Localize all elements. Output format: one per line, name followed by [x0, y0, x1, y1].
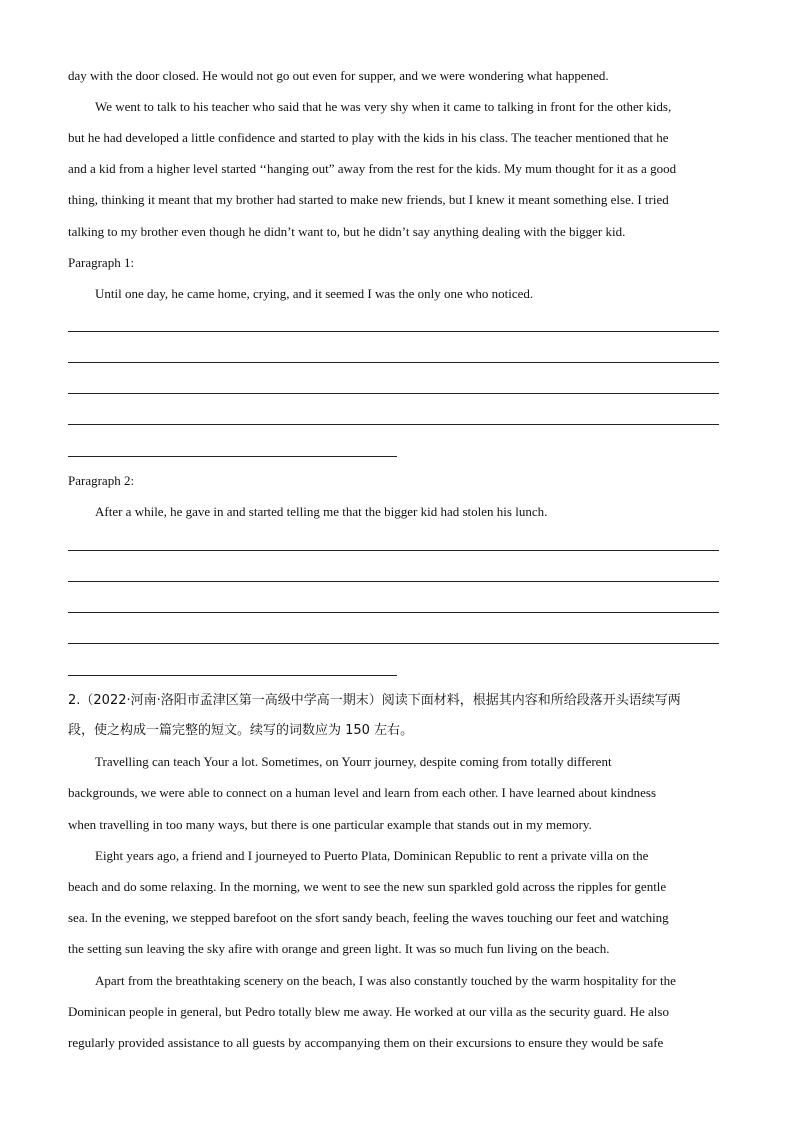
passage2-line: Dominican people in general, but Pedro totally blew me away. He worked at our villa as the security guard. He also	[68, 1004, 669, 1019]
answer-line[interactable]	[68, 456, 397, 457]
passage1-line: We went to talk to his teacher who said that he was very shy when it came to talking in front for the other kids,	[95, 99, 672, 114]
answer-line[interactable]	[68, 331, 719, 332]
passage1-line: but he had developed a little confidence and started to play with the kids in his class. The teacher mentioned that he	[68, 130, 669, 145]
paragraph2-starter: After a while, he gave in and started telling me that the bigger kid had stolen his lunch.	[95, 504, 548, 519]
passage1-line: talking to my brother even though he didn’t want to, but he didn’t say anything dealing with the bigger kid.	[68, 224, 626, 239]
answer-line[interactable]	[68, 675, 397, 676]
answer-line[interactable]	[68, 362, 719, 363]
passage2-line: Eight years ago, a friend and I journeyed to Puerto Plata, Dominican Republic to rent a private villa on the	[95, 848, 649, 863]
passage2-line: backgrounds, we were able to connect on a human level and learn from each other. I have learned about kindness	[68, 785, 657, 800]
answer-line[interactable]	[68, 612, 719, 613]
passage2-line: regularly provided assistance to all guests by accompanying them on their excursions to ensure they would be safe	[68, 1035, 664, 1050]
passage2-line: when travelling in too many ways, but there is one particular example that stands out in my memory.	[68, 817, 592, 832]
paragraph2-label: Paragraph 2:	[68, 473, 135, 488]
answer-line[interactable]	[68, 550, 719, 551]
question2-instruction: 2.（2022·河南·洛阳市孟津区第一高级中学高一期末）阅读下面材料，根据其内容和所给段落开头语续写两	[68, 693, 681, 708]
paragraph1-label: Paragraph 1:	[68, 255, 135, 270]
paragraph1-starter: Until one day, he came home, crying, and it seemed I was the only one who noticed.	[95, 286, 534, 301]
passage2-line: sea. In the evening, we stepped barefoot on the sfort sandy beach, feeling the waves touching our feet and watching	[68, 910, 669, 925]
passage2-line: the setting sun leaving the sky afire with orange and green light. It was so much fun living on the beach.	[68, 941, 610, 956]
passage2-line: Travelling can teach Your a lot. Sometimes, on Yourr journey, despite coming from totally different	[95, 754, 612, 769]
passage1-line: and a kid from a higher level started ‘‘hanging out” away from the rest for the kids. My mum thought for it as a good	[68, 161, 677, 176]
passage2-line: Apart from the breathtaking scenery on the beach, I was also constantly touched by the warm hospitality for the	[95, 973, 676, 988]
question2-instruction: 段，使之构成一篇完整的短文。续写的词数应为 150 左右。	[68, 723, 414, 738]
answer-line[interactable]	[68, 581, 719, 582]
passage2-line: beach and do some relaxing. In the morning, we went to see the new sun sparkled gold across the ripples for gentle	[68, 879, 667, 894]
answer-line[interactable]	[68, 393, 719, 394]
answer-line[interactable]	[68, 424, 719, 425]
passage1-line: day with the door closed. He would not go out even for supper, and we were wondering what happened.	[68, 68, 609, 83]
passage1-line: thing, thinking it meant that my brother had started to make new friends, but I knew it meant something else. I tried	[68, 192, 669, 207]
answer-line[interactable]	[68, 643, 719, 644]
